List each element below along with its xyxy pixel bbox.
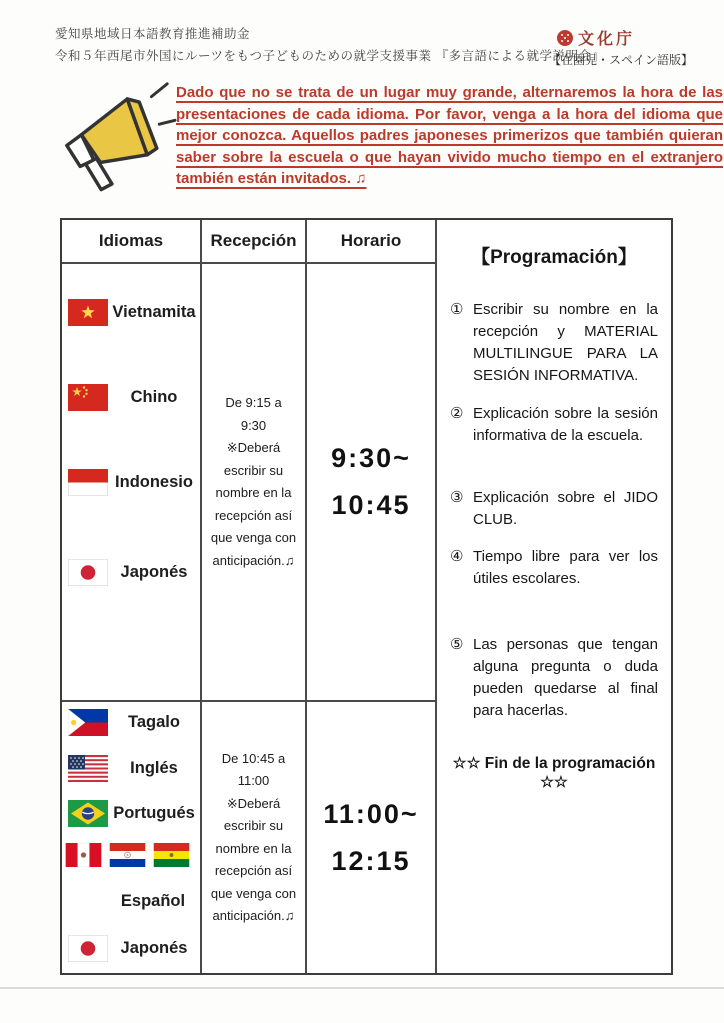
program-item-number: ③ [450, 489, 464, 506]
program-item-text: Las personas que tengan alguna pregunta o duda pueden quedarse al final para hacerlas. [473, 636, 658, 719]
paraguay-flag-icon [109, 843, 146, 867]
language-row-ingles [62, 750, 200, 786]
event-title-line: 令和５年西尾市外国にルーツをもつ子どものための就学支援事業 『多言語による就学説明会』 [55, 49, 605, 63]
column-header-idiomas: Idiomas [62, 220, 202, 264]
program-item-number: ⑤ [450, 636, 464, 653]
program-title: 【Programación】 [471, 247, 637, 268]
reception-cell-session-1 [202, 264, 307, 702]
agency-name: 文化庁 [578, 29, 636, 48]
language-label: Tagalo [128, 712, 180, 731]
program-column [437, 220, 671, 973]
schedule-cell-session-1 [307, 264, 437, 702]
language-label: Japonés [120, 938, 188, 957]
program-end-line: ☆☆ Fin de la programación ☆☆ [452, 755, 656, 791]
china-flag-icon [68, 384, 108, 411]
language-row-japones-2 [62, 930, 200, 966]
language-label-espanol: Español [120, 892, 186, 910]
language-row-indonesio [62, 462, 200, 502]
language-row-portugues [62, 795, 200, 831]
announcement-text: Dado que no se trata de un lugar muy grande, alternaremos la hora de las presentaciones de cada idioma. Por favor, venga a la hora del idioma que mejor conozca. Aquellos padres japoneses primerizos que también quieran saber sobre la escuela o que hayan vivido mucho tiempo en el extranjero también están invitados. ♫ [176, 84, 723, 188]
brazil-flag-icon [68, 800, 108, 827]
reception-time: De 10:45 a 11:00 [221, 750, 286, 788]
scan-artifact-line [0, 987, 724, 989]
program-item-text: Explicación sobre la sesión informativa de la escuela. [473, 405, 658, 444]
language-label: Japonés [120, 562, 188, 581]
japan-flag-icon [68, 559, 108, 586]
philippines-flag-icon [68, 709, 108, 736]
program-item-number: ④ [450, 548, 464, 565]
schedule-table [60, 218, 673, 975]
subsidy-program-line: 愛知県地域日本語教育推進補助金 [55, 27, 251, 41]
edition-label: 【在園児・スペイン語版】 [549, 53, 694, 67]
program-item-text: Tiempo libre para ver los útiles escolares. [473, 548, 658, 587]
language-label: Portugués [113, 803, 195, 822]
language-row-japones [62, 552, 200, 592]
vietnam-flag-icon [68, 299, 108, 326]
reception-note: ※Deberá escribir su nombre en la recepción así que venga con anticipación.♫ [210, 440, 297, 568]
program-item-3 [450, 487, 658, 531]
spanish-flags-row [65, 840, 200, 870]
column-header-horario: Horario [307, 220, 437, 264]
program-item-text: Explicación sobre el JIDO CLUB. [473, 489, 658, 528]
schedule-start-time: 11:00~ [323, 798, 419, 829]
reception-note: ※Deberá escribir su nombre en la recepción así que venga con anticipación.♫ [210, 795, 297, 923]
languages-cell-session-2 [62, 702, 202, 973]
languages-cell-session-1 [62, 264, 202, 702]
schedule-end-time: 10:45 [331, 490, 411, 520]
language-label: Indonesio [115, 472, 193, 491]
program-item-text: Escribir su nombre en la recepción y MATERIAL MULTILINGUE PARA LA SESIÓN INFORMATIVA. [473, 301, 658, 384]
reception-time: De 9:15 a 9:30 [225, 395, 282, 433]
language-label: Chino [130, 387, 178, 406]
language-row-vietnamita [62, 292, 200, 332]
program-item-2 [450, 403, 658, 447]
language-row-tagalo [62, 704, 200, 740]
language-label: Vietnamita [112, 302, 196, 321]
program-item-5 [450, 634, 658, 722]
japan-flag-icon [68, 935, 108, 962]
program-item-number: ① [450, 301, 464, 318]
schedule-cell-session-2 [307, 702, 437, 973]
language-label: Inglés [130, 758, 178, 777]
agency-logo [556, 26, 635, 49]
column-header-recepcion: Recepción [202, 220, 307, 264]
peru-flag-icon [65, 843, 102, 867]
schedule-start-time: 9:30~ [331, 443, 411, 473]
program-item-number: ② [450, 405, 464, 422]
schedule-end-time: 12:15 [331, 845, 411, 876]
language-row-chino [62, 377, 200, 417]
megaphone-icon [50, 80, 178, 198]
indonesia-flag-icon [68, 469, 108, 496]
usa-flag-icon [68, 755, 108, 782]
program-item-4 [450, 546, 658, 590]
bunkacho-emblem-icon [556, 29, 574, 47]
bolivia-flag-icon [153, 843, 190, 867]
reception-cell-session-2 [202, 702, 307, 973]
program-item-1 [450, 299, 658, 387]
